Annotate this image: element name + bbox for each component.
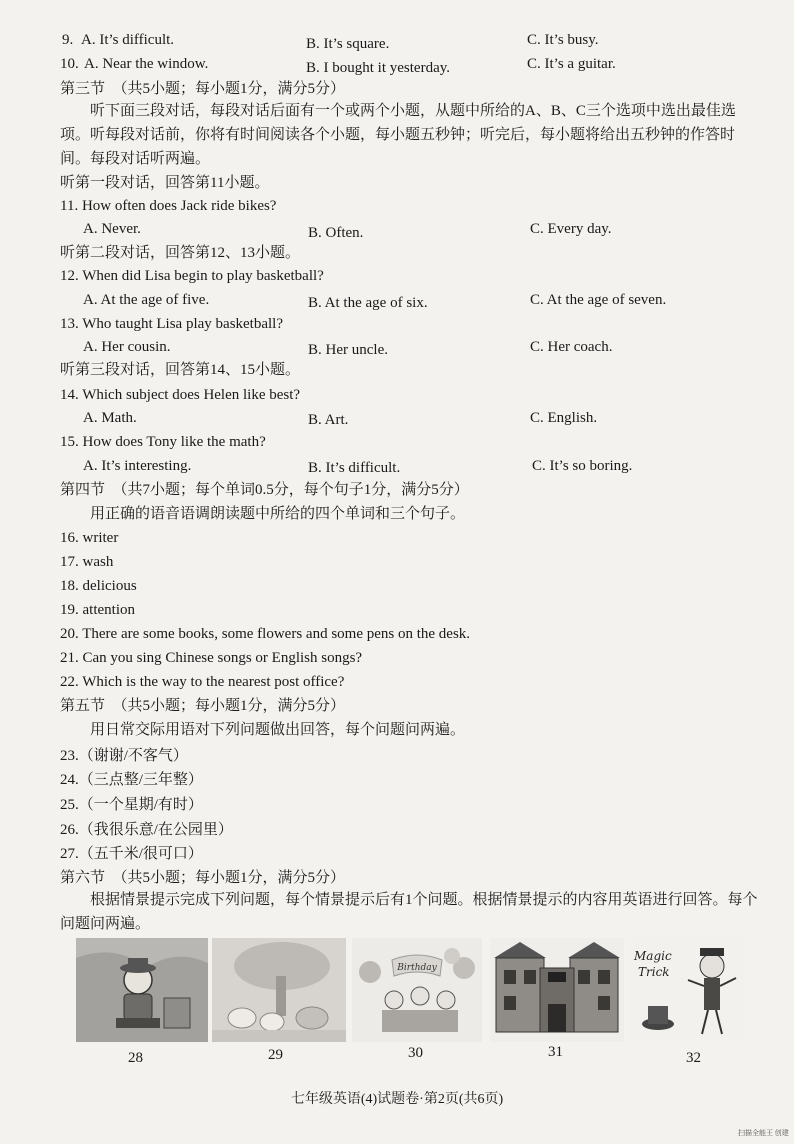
picture-number: 28 bbox=[128, 1050, 143, 1066]
q13-option-a: A. Her cousin. bbox=[83, 339, 171, 355]
reading-item: 18. delicious bbox=[60, 578, 137, 594]
section6-title: 第六节 （共5小题；每小题1分，满分5分） bbox=[60, 870, 346, 886]
q10-option-c: C. It’s a guitar. bbox=[527, 56, 616, 72]
q12-stem: 12. When did Lisa begin to play basketball? bbox=[60, 268, 324, 284]
q15-option-a: A. It’s interesting. bbox=[83, 458, 192, 474]
q9-number: 9. bbox=[62, 32, 74, 48]
pic32-text-magic: Magic bbox=[634, 949, 672, 963]
tree-animals-illustration bbox=[212, 938, 346, 1042]
q12-option-a: A. At the age of five. bbox=[83, 292, 210, 308]
picture-number: 32 bbox=[686, 1050, 701, 1066]
reading-item: 16. writer bbox=[60, 530, 119, 546]
picture-number: 31 bbox=[548, 1044, 563, 1060]
pic30-banner-text: Birthday bbox=[397, 963, 437, 973]
q11-option-b: B. Often. bbox=[308, 225, 364, 241]
q9-option-a: A. It’s difficult. bbox=[81, 32, 175, 48]
q11-option-c: C. Every day. bbox=[530, 221, 612, 237]
section3-dialogue3: 听第三段对话，回答第14、15小题。 bbox=[60, 362, 301, 378]
scene-picture-28 bbox=[76, 938, 208, 1042]
section3-title: 第三节 （共5小题；每小题1分，满分5分） bbox=[60, 81, 346, 97]
q12-option-b: B. At the age of six. bbox=[308, 295, 428, 311]
section4-title: 第四节 （共7小题；每个单词0.5分，每个句子1分，满分5分） bbox=[60, 482, 469, 498]
reading-item: 17. wash bbox=[60, 554, 114, 570]
section4-instruction: 用正确的语音语调朗读题中所给的四个单词和三个句子。 bbox=[90, 506, 466, 522]
boy-illustration bbox=[76, 938, 208, 1042]
response-item: 24.（三点整/三年整） bbox=[60, 772, 203, 788]
q14-stem: 14. Which subject does Helen like best? bbox=[60, 387, 301, 403]
q10-number: 10. bbox=[60, 56, 79, 72]
q13-option-b: B. Her uncle. bbox=[308, 342, 388, 358]
q9-option-c: C. It’s busy. bbox=[527, 32, 599, 48]
reading-item: 22. Which is the way to the nearest post office? bbox=[60, 674, 345, 690]
section3-instruction: 听下面三段对话，每段对话后面有一个或两个小题，从题中所给的A、B、C三个选项中选出最佳选项。听每段对话前，你将有时间阅读各个小题，每小题五秒钟；听完后，每小题将给出五秒钟的作答时间。每段对话听两遍。 bbox=[60, 103, 736, 167]
response-item: 23.（谢谢/不客气） bbox=[60, 748, 188, 764]
reading-item: 20. There are some books, some flowers and some pens on the desk. bbox=[60, 626, 471, 642]
magician-illustration bbox=[630, 938, 744, 1042]
section5-title: 第五节 （共5小题；每小题1分，满分5分） bbox=[60, 698, 346, 714]
q14-option-b: B. Art. bbox=[308, 412, 349, 428]
response-item: 27.（五千米/很可口） bbox=[60, 846, 203, 862]
q10-option-b: B. I bought it yesterday. bbox=[306, 60, 451, 76]
reading-item: 19. attention bbox=[60, 602, 135, 618]
section5-instruction: 用日常交际用语对下列问题做出回答，每个问题问两遍。 bbox=[90, 722, 466, 738]
response-item: 26.（我很乐意/在公园里） bbox=[60, 822, 233, 838]
q10-option-a: A. Near the window. bbox=[84, 56, 209, 72]
q13-option-c: C. Her coach. bbox=[530, 339, 613, 355]
q9-option-b: B. It’s square. bbox=[306, 36, 390, 52]
q15-option-b: B. It’s difficult. bbox=[308, 460, 401, 476]
page-footer: 七年级英语(4)试题卷·第2页(共6页) bbox=[290, 1092, 504, 1107]
q12-option-c: C. At the age of seven. bbox=[530, 292, 667, 308]
section6-instruction: 根据情景提示完成下列问题，每个情景提示后有1个问题。根据情景提示的内容用英语进行回答。每个问题问两遍。 bbox=[60, 892, 758, 932]
pic32-text-trick: Trick bbox=[638, 965, 670, 979]
scene-picture-29 bbox=[212, 938, 346, 1042]
q11-stem: 11. How often does Jack ride bikes? bbox=[60, 198, 277, 214]
birthday-party-illustration bbox=[352, 938, 482, 1042]
scene-picture-30 bbox=[352, 938, 482, 1042]
reading-item: 21. Can you sing Chinese songs or English songs? bbox=[60, 650, 363, 666]
picture-number: 30 bbox=[408, 1045, 423, 1061]
section3-dialogue2: 听第二段对话，回答第12、13小题。 bbox=[60, 245, 301, 261]
response-item: 25.（一个星期/有时） bbox=[60, 797, 203, 813]
q14-option-a: A. Math. bbox=[83, 410, 137, 426]
scanner-watermark: 扫描全能王 创建 bbox=[738, 1129, 789, 1137]
scene-picture-32 bbox=[630, 938, 744, 1042]
scene-picture-31 bbox=[490, 938, 624, 1042]
picture-number: 29 bbox=[268, 1047, 283, 1063]
q13-stem: 13. Who taught Lisa play basketball? bbox=[60, 316, 284, 332]
building-illustration bbox=[490, 938, 624, 1042]
q14-option-c: C. English. bbox=[530, 410, 598, 426]
section3-dialogue1: 听第一段对话，回答第11小题。 bbox=[60, 175, 270, 191]
q11-option-a: A. Never. bbox=[83, 221, 141, 237]
q15-stem: 15. How does Tony like the math? bbox=[60, 434, 266, 450]
q15-option-c: C. It’s so boring. bbox=[532, 458, 633, 474]
